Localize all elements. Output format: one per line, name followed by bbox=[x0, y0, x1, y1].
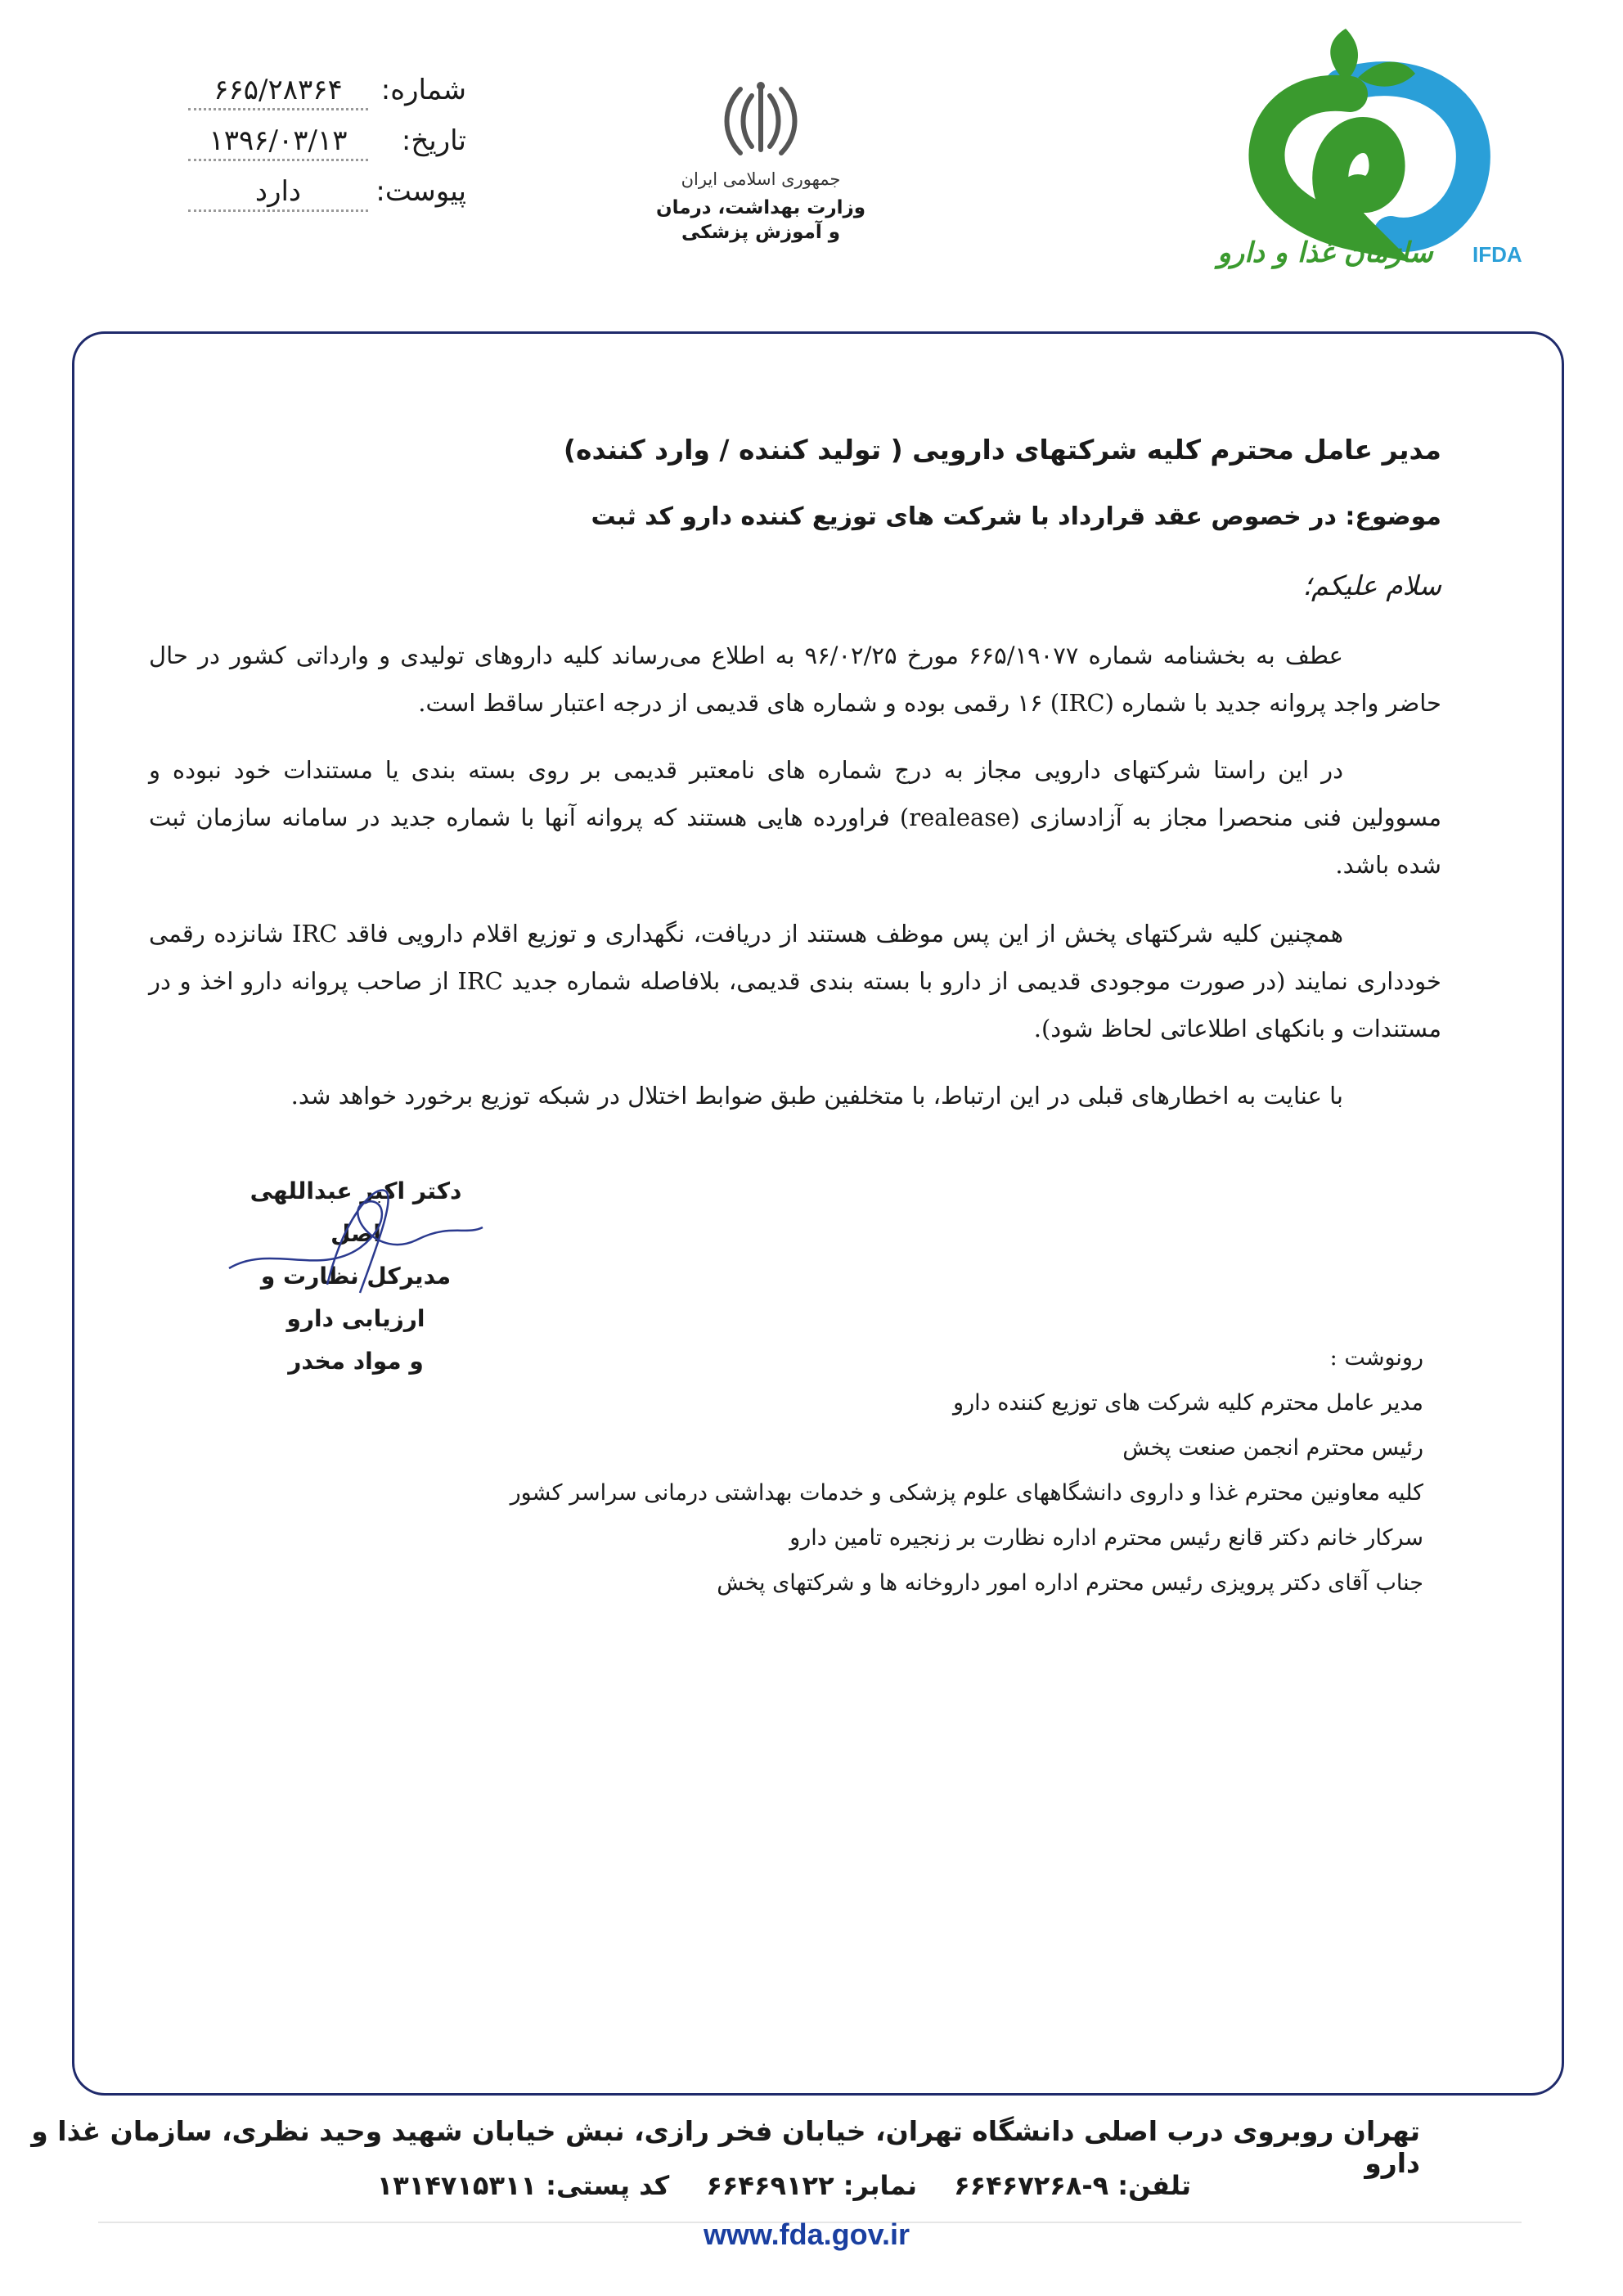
letter-paragraph-3: همچنین کلیه شرکتهای پخش از این پس موظف هستند از دریافت، نگهداری و توزیع اقلام دارویی فاقد IRC شانزده رقمی خودداری نمایند (در صورت موجودی قدیمی از دارو با بسته بندی قدیمی، بلافاصله شماره جدید IRC از صاحب پروانه دارو اخذ و در مستندات و بانکهای اطلاعاتی لحاظ شود). bbox=[149, 920, 1441, 1042]
reference-date-value: ۱۳۹۶/۰۳/۱۳ bbox=[188, 124, 368, 161]
footer-address: تهران روبروی درب اصلی دانشگاه تهران، خیابان فخر رازی، نبش خیابان شهید وحید نظری، سازمان غذا و دارو bbox=[31, 2115, 1420, 2179]
ifda-logo-icon bbox=[1203, 29, 1522, 274]
cc-title: رونوشت : bbox=[1329, 1345, 1423, 1371]
reference-date-label: تاریخ: bbox=[401, 124, 466, 157]
letter-addressee: مدیر عامل محترم کلیه شرکتهای دارویی ( تولید کننده / وارد کننده) bbox=[563, 434, 1441, 466]
letter-greeting: سلام علیکم؛ bbox=[1302, 569, 1441, 601]
signatory-title-2: و مواد مخدر bbox=[288, 1348, 424, 1375]
reference-number-value: ۶۶۵/۲۸۳۶۴ bbox=[188, 74, 368, 110]
reference-attachment-label: پیوست: bbox=[375, 175, 466, 208]
letter-subject: موضوع: در خصوص عقد قرارداد با شرکت های توزیع کننده دارو کد ثبت bbox=[591, 502, 1441, 531]
reference-number-row bbox=[188, 74, 466, 124]
footer-fax: نمابر: ۶۶۴۶۹۱۲۲ bbox=[706, 2170, 917, 2201]
ministry-name-line1: وزارت بهداشت، درمان bbox=[655, 197, 866, 218]
reference-attachment-row bbox=[188, 175, 466, 226]
cc-item: کلیه معاونین محترم غذا و داروی دانشگاههای علوم پزشکی و خدمات بهداشتی درمانی سراسر کشور bbox=[510, 1480, 1423, 1506]
reference-number-label: شماره: bbox=[380, 74, 466, 106]
footer-postal-code: کد پستی: ۱۳۱۴۷۱۵۳۱۱ bbox=[376, 2170, 670, 2201]
handwritten-signature-icon bbox=[221, 1170, 491, 1309]
ministry-country: جمهوری اسلامی ایران bbox=[681, 169, 841, 189]
reference-block bbox=[188, 74, 466, 226]
cc-item: سرکار خانم دکتر قانع رئیس محترم اداره نظارت بر زنجیره تامین دارو bbox=[789, 1525, 1423, 1551]
ifda-logo bbox=[1203, 29, 1522, 274]
signature-block bbox=[221, 1170, 491, 1383]
iran-emblem-icon bbox=[716, 78, 806, 160]
signatory-name: دکتر اکبر عبداللهی اصل bbox=[250, 1177, 462, 1247]
cc-item: جناب آقای دکتر پرویزی رئیس محترم اداره امور داروخانه ها و شرکتهای پخش bbox=[717, 1570, 1423, 1596]
ministry-name-line2: و آموزش پزشکی bbox=[681, 222, 841, 243]
letter-paragraph-1: عطف به بخشنامه شماره ۶۶۵/۱۹۰۷۷ مورخ ۹۶/۰۲/۲۵ به اطلاع می‌رساند کلیه داروهای تولیدی و وارداتی کشور در حال حاضر واجد پروانه جدید با شماره (IRC) ۱۶ رقمی بوده و شماره های قدیمی از درجه اعتبار ساقط است. bbox=[149, 642, 1441, 717]
letter-paragraph-4: با عنایت به اخطارهای قبلی در این ارتباط، با متخلفین طبق ضوابط اختلال در شبکه توزیع برخورد خواهد شد. bbox=[290, 1082, 1343, 1110]
reference-attachment-value: دارد bbox=[188, 175, 368, 212]
cc-item: مدیر عامل محترم کلیه شرکت های توزیع کننده دارو bbox=[953, 1390, 1423, 1416]
footer-contacts bbox=[349, 2170, 1191, 2201]
ministry-header bbox=[638, 78, 883, 243]
reference-date-row bbox=[188, 124, 466, 175]
footer-website-link[interactable]: www.fda.gov.ir bbox=[704, 2217, 910, 2251]
letter-paragraph-2: در این راستا شرکتهای دارویی مجاز به درج شماره های نامعتبر قدیمی بر روی بسته بندی یا مستندات خود نبوده و مسوولین فنی منحصرا مجاز به آزادسازی (realease) فراورده هایی هستند که پروانه آنها با شماره جدید در سامانه سازمان ثبت شده باشد. bbox=[149, 756, 1442, 879]
signatory-title-1: مدیرکل نظارت و ارزیابی دارو bbox=[260, 1263, 452, 1332]
cc-item: رئیس محترم انجمن صنعت پخش bbox=[1122, 1435, 1423, 1461]
ifda-name: سازمان غذا و دارو bbox=[1217, 236, 1433, 269]
footer-phone: تلفن: ۹-۶۶۴۶۷۲۶۸ bbox=[954, 2170, 1191, 2201]
cc-list bbox=[510, 1335, 1423, 1605]
ifda-abbr: IFDA bbox=[1472, 242, 1522, 267]
